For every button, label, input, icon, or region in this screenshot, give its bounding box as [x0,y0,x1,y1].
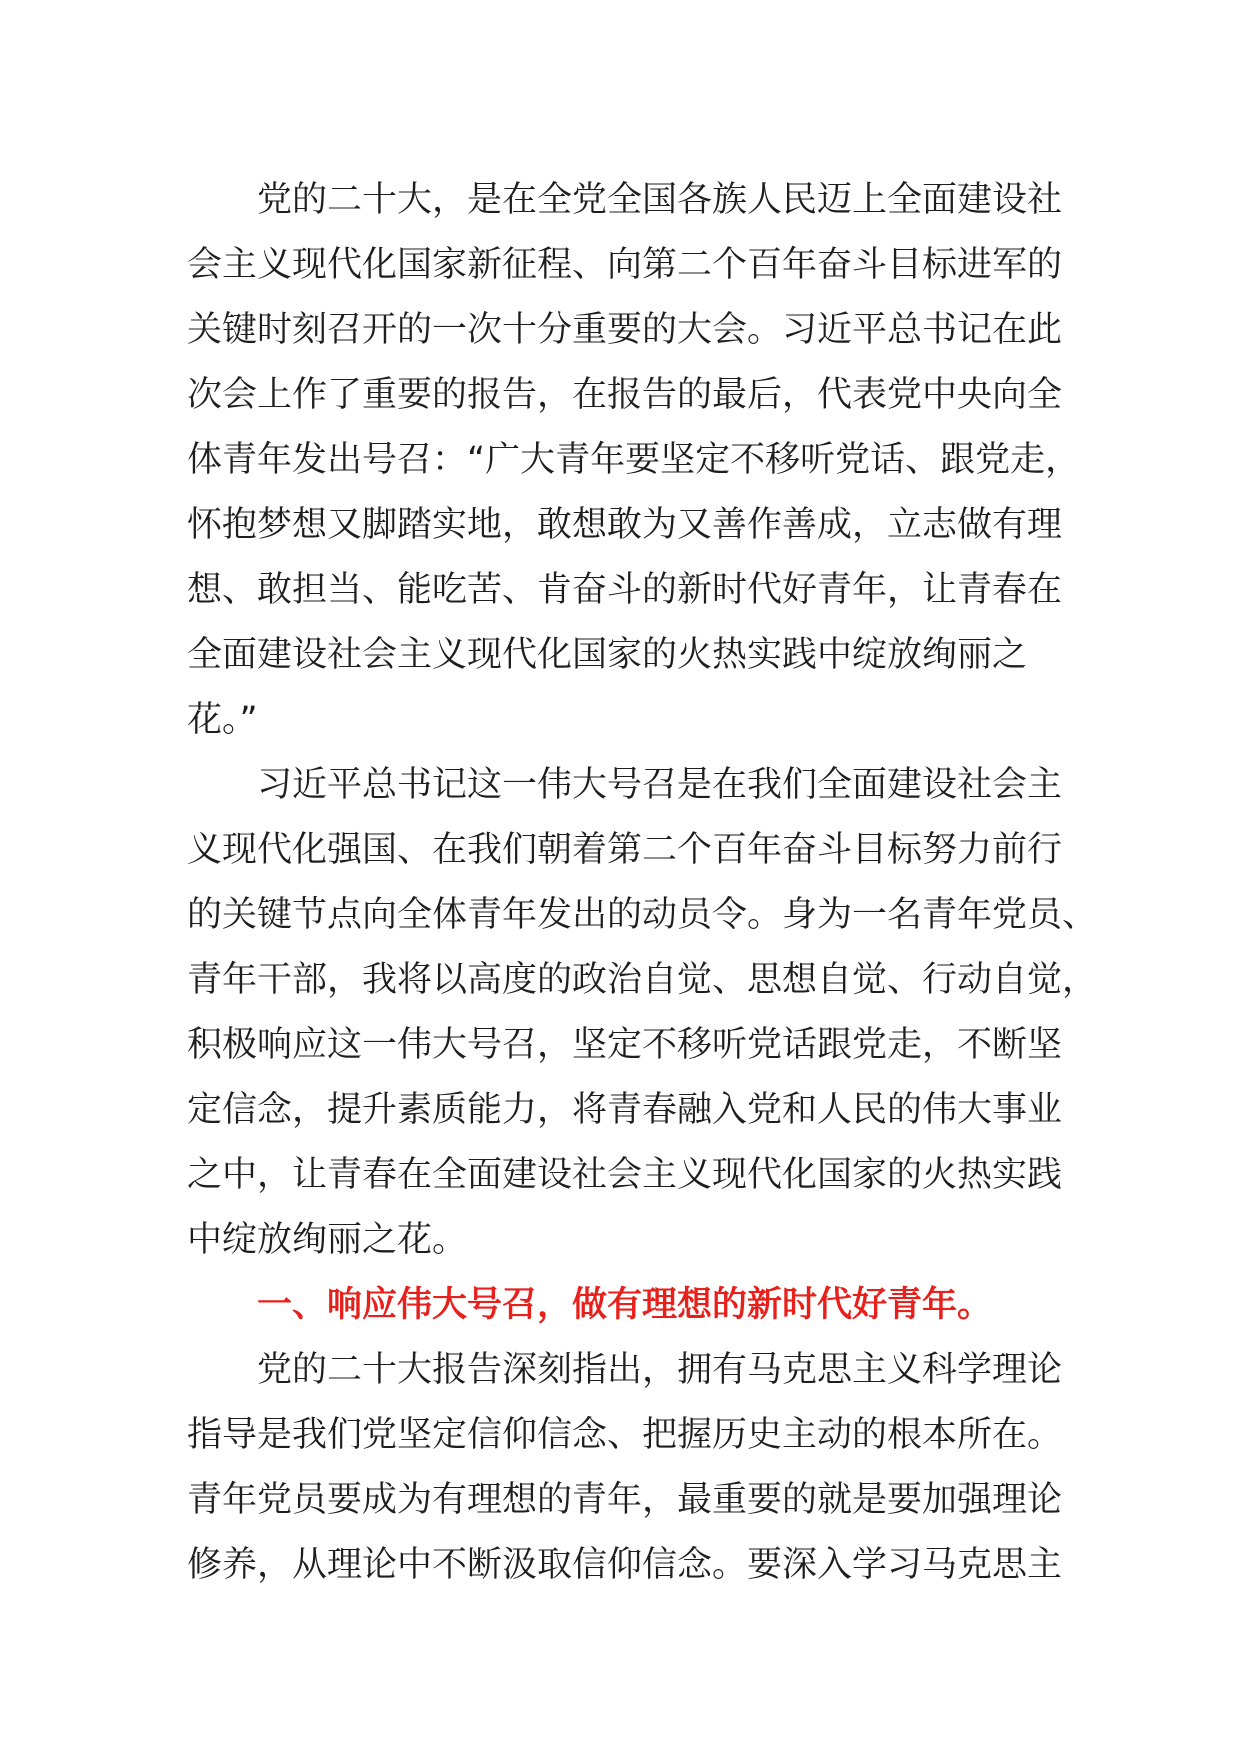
paragraph-line: 的关键节点向全体青年发出的动员令。身为一名青年党员、 [187,895,1098,935]
paragraph-line: 之中，让青春在全面建设社会主义现代化国家的火热实践 [187,1155,1063,1195]
paragraph-line: 党的二十大报告深刻指出，拥有马克思主义科学理论 [257,1350,1063,1390]
paragraph-line: 关键时刻召开的一次十分重要的大会。习近平总书记在此 [187,310,1063,350]
paragraph-line: 中绽放绚丽之花。 [187,1220,468,1260]
paragraph-line: 定信念，提升素质能力，将青春融入党和人民的伟大事业 [187,1090,1063,1130]
paragraph-line: 次会上作了重要的报告，在报告的最后，代表党中央向全 [187,375,1063,415]
section-heading: 一、响应伟大号召，做有理想的新时代好青年。 [257,1285,993,1325]
paragraph-line: 全面建设社会主义现代化国家的火热实践中绽放绚丽之 [187,635,1028,675]
document-body [187,168,1098,1598]
paragraph-line: 花。” [187,700,258,740]
paragraph-line: 体青年发出号召：“广大青年要坚定不移听党话、跟党走， [187,440,1081,480]
paragraph-line: 习近平总书记这一伟大号召是在我们全面建设社会主 [257,765,1063,805]
paragraph-line: 党的二十大，是在全党全国各族人民迈上全面建设社 [257,180,1063,220]
paragraph-line: 义现代化强国、在我们朝着第二个百年奋斗目标努力前行 [187,830,1063,870]
paragraph-line: 积极响应这一伟大号召，坚定不移听党话跟党走，不断坚 [187,1025,1063,1065]
paragraph-line: 青年党员要成为有理想的青年，最重要的就是要加强理论 [187,1480,1063,1520]
paragraph-line: 修养，从理论中不断汲取信仰信念。要深入学习马克思主 [187,1545,1063,1585]
paragraph-1 [187,168,1081,753]
paragraph-line: 会主义现代化国家新征程、向第二个百年奋斗目标进军的 [187,245,1063,285]
paragraph-2 [187,753,1098,1273]
paragraph-line: 怀抱梦想又脚踏实地，敢想敢为又善作善成，立志做有理 [187,505,1063,545]
paragraph-line: 指导是我们党坚定信仰信念、把握历史主动的根本所在。 [187,1415,1063,1455]
paragraph-line: 青年干部，我将以高度的政治自觉、思想自觉、行动自觉， [187,960,1098,1000]
paragraph-3 [187,1338,1067,1598]
paragraph-line: 想、敢担当、能吃苦、肯奋斗的新时代好青年，让青春在 [187,570,1063,610]
